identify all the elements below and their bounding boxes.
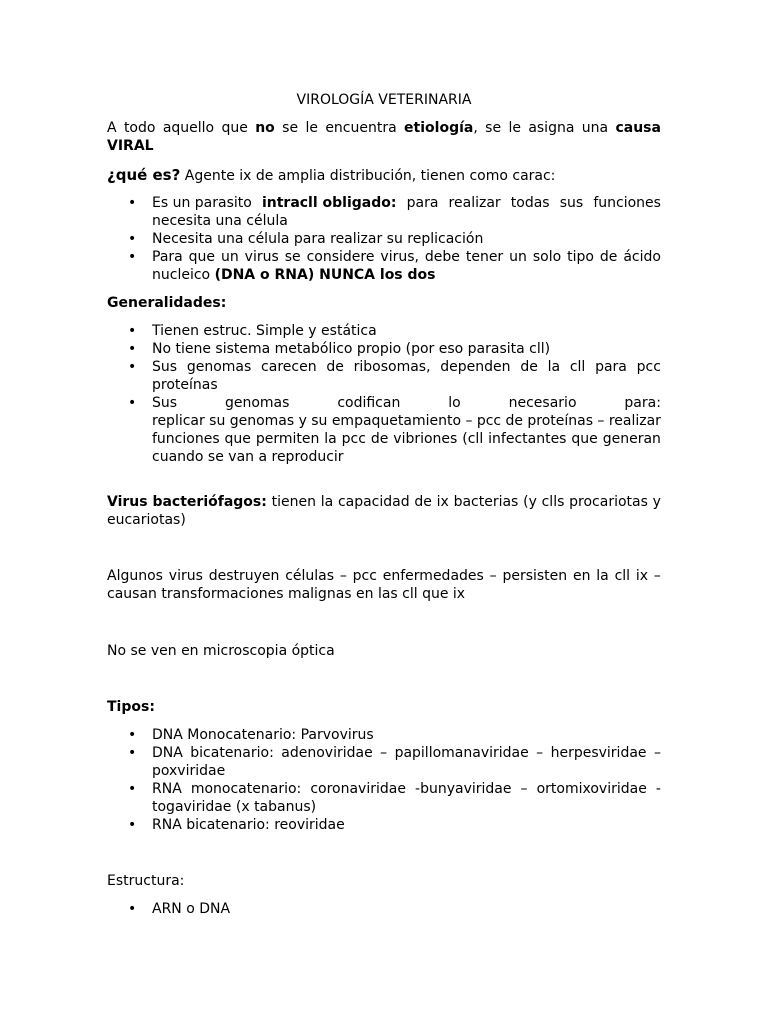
bullet-icon: • bbox=[128, 323, 137, 339]
document-title: VIROLOGÍA VETERINARIA bbox=[296, 92, 472, 108]
intro-viral: VIRAL bbox=[107, 138, 154, 154]
que-es-bullet-3-line-1: Para que un virus se considere virus, debe tener un solo tipo de ácido bbox=[152, 249, 661, 265]
tipos-bullet-1: DNA Monocatenario: Parvovirus bbox=[152, 727, 374, 743]
bullet-icon: • bbox=[128, 231, 137, 247]
generalidades-bullet-3-line-1: Sus genomas carecen de ribosomas, dependen de la cll para pcc bbox=[152, 359, 661, 375]
bacteriofagos-line-1: Virus bacteriófagos: tienen la capacidad de ix bacterias (y clls procariotas y bbox=[107, 494, 661, 510]
intro-line-2 bbox=[107, 137, 661, 155]
bacteriofagos-line-2: eucariotas) bbox=[107, 512, 186, 528]
generalidades-bullet-4-line-4: cuando se van a reproducir bbox=[152, 449, 344, 465]
bacteriofagos-label: Virus bacteriófagos: bbox=[107, 494, 267, 510]
generalidades-heading: Generalidades: bbox=[107, 295, 227, 311]
estructura-bullet-1: ARN o DNA bbox=[152, 901, 231, 917]
tipos-bullet-3-line-1: RNA monocatenario: coronaviridae -bunyaviridae – ortomixoviridae - bbox=[152, 781, 661, 797]
intro-no: no bbox=[255, 120, 275, 136]
intro-etiologia: etiología bbox=[404, 120, 474, 136]
bullet-icon: • bbox=[128, 781, 137, 797]
microscopia-text: No se ven en microscopia óptica bbox=[107, 643, 335, 659]
tipos-bullet-4: RNA bicatenario: reoviridae bbox=[152, 817, 345, 833]
algunos-line-1: Algunos virus destruyen células – pcc enfermedades – persisten en la cll ix – bbox=[107, 568, 661, 584]
intro-causa: causa bbox=[615, 120, 661, 136]
que-es-line: ¿qué es? Agente ix de amplia distribución, tienen como carac: bbox=[107, 166, 556, 184]
bullet-icon: • bbox=[128, 249, 137, 265]
bullet-icon: • bbox=[128, 341, 137, 357]
bullet-icon: • bbox=[128, 745, 137, 761]
generalidades-bullet-2: No tiene sistema metabólico propio (por eso parasita cll) bbox=[152, 341, 551, 357]
que-es-bullet-1-line-2: necesita una célula bbox=[152, 213, 288, 229]
generalidades-bullet-3-line-2: proteínas bbox=[152, 377, 218, 393]
que-es-bullet-2: Necesita una célula para realizar su replicación bbox=[152, 231, 484, 247]
que-es-label: ¿qué es? bbox=[107, 166, 181, 184]
bullet-icon: • bbox=[128, 901, 137, 917]
generalidades-bullet-1: Tienen estruc. Simple y estática bbox=[152, 323, 377, 339]
generalidades-bullet-4-line-2: replicar su genomas y su empaquetamiento – pcc de proteínas – realizar bbox=[152, 413, 661, 429]
generalidades-bullet-4-line-3: funciones que permiten la pcc de vibriones (cll infectantes que generan bbox=[152, 431, 661, 447]
bullet-icon: • bbox=[128, 817, 137, 833]
bullet-icon: • bbox=[128, 359, 137, 375]
bullet-icon: • bbox=[128, 727, 137, 743]
bullet-icon: • bbox=[128, 395, 137, 411]
estructura-heading: Estructura: bbox=[107, 873, 185, 889]
que-es-bullet-1-line-1: Es un parasito intracll obligado: para realizar todas sus funciones bbox=[152, 195, 661, 211]
tipos-bullet-2-line-1: DNA bicatenario: adenoviridae – papillomanaviridae – herpesviridae – bbox=[152, 745, 661, 761]
intro-line-1: A todo aquello que no se le encuentra etiología, se le asigna una causa bbox=[107, 120, 661, 136]
algunos-line-2: causan transformaciones malignas en las cll que ix bbox=[107, 586, 466, 602]
que-es-bullet-3-line-2: nucleico (DNA o RNA) NUNCA los dos bbox=[152, 267, 436, 283]
tipos-bullet-2-line-2: poxviridae bbox=[152, 763, 226, 779]
bullet-icon: • bbox=[128, 195, 137, 211]
generalidades-bullet-4-line-1: Sus genomas codifican lo necesario para: bbox=[152, 395, 661, 411]
tipos-bullet-3-line-2: togaviridae (x tabanus) bbox=[152, 799, 317, 815]
tipos-heading: Tipos: bbox=[107, 699, 155, 715]
